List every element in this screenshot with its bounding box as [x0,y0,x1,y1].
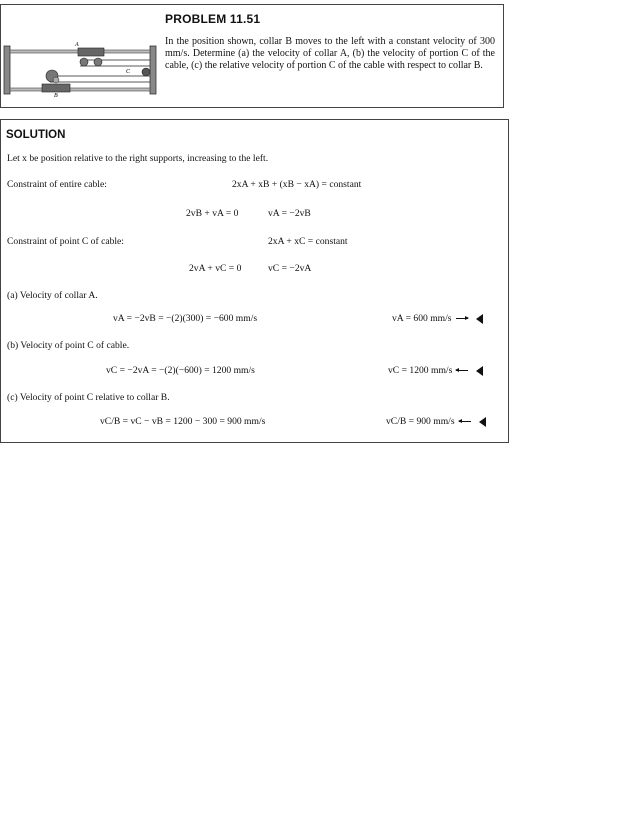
part-c-answer [386,416,486,428]
arrow-left-icon [459,421,471,422]
solution-intro: Let x be position relative to the right supports, increasing to the left. [7,153,269,164]
constraint1-label: Constraint of entire cable: [7,179,107,190]
part-a-answer [392,313,483,325]
constraint1-equation: 2xA + xB + (xB − xA) = constant [232,179,362,190]
constraint1-derivative-b: vA = −2vB [268,208,311,219]
problem-title: PROBLEM 11.51 [165,12,261,26]
part-a-answer-text: vA = 600 mm/s [392,313,452,324]
part-c-answer-text: vC/B = 900 mm/s [386,416,455,427]
constraint2-equation: 2xA + xC = constant [268,236,348,247]
label-a: A [75,42,79,48]
label-c: C [126,69,131,75]
part-c-equation: vC/B = vC − vB = 1200 − 300 = 900 mm/s [100,416,266,427]
arrow-left-icon [456,370,468,371]
answer-marker-icon [476,314,483,324]
constraint2-derivative-a: 2vA + vC = 0 [189,263,242,274]
pulley-figure [2,40,160,98]
part-b-answer [388,365,483,377]
part-b-answer-text: vC = 1200 mm/s [388,365,453,376]
answer-marker-icon [476,366,483,376]
arrow-right-icon [456,318,468,319]
part-b-equation: vC = −2vA = −(2)(−600) = 1200 mm/s [106,365,255,376]
constraint1-derivative-a: 2vB + vA = 0 [186,208,239,219]
constraint2-derivative-b: vC = −2vA [268,263,312,274]
solution-title: SOLUTION [6,129,66,141]
answer-marker-icon [479,417,486,427]
part-a-label: (a) Velocity of collar A. [7,290,98,301]
problem-statement: In the position shown, collar B moves to the left with a constant velocity of 300 mm/s. Determine (a) the velocity of collar A, (b) the velocity of portion C of the cable, (c) the relative velocity of portion C of the cable with respect to collar B. [165,36,495,71]
constraint2-label: Constraint of point C of cable: [7,236,124,247]
part-b-label: (b) Velocity of point C of cable. [7,340,130,351]
part-a-equation: vA = −2vB = −(2)(300) = −600 mm/s [113,313,258,324]
part-c-label: (c) Velocity of point C relative to collar B. [7,392,170,403]
label-b: B [54,93,58,98]
